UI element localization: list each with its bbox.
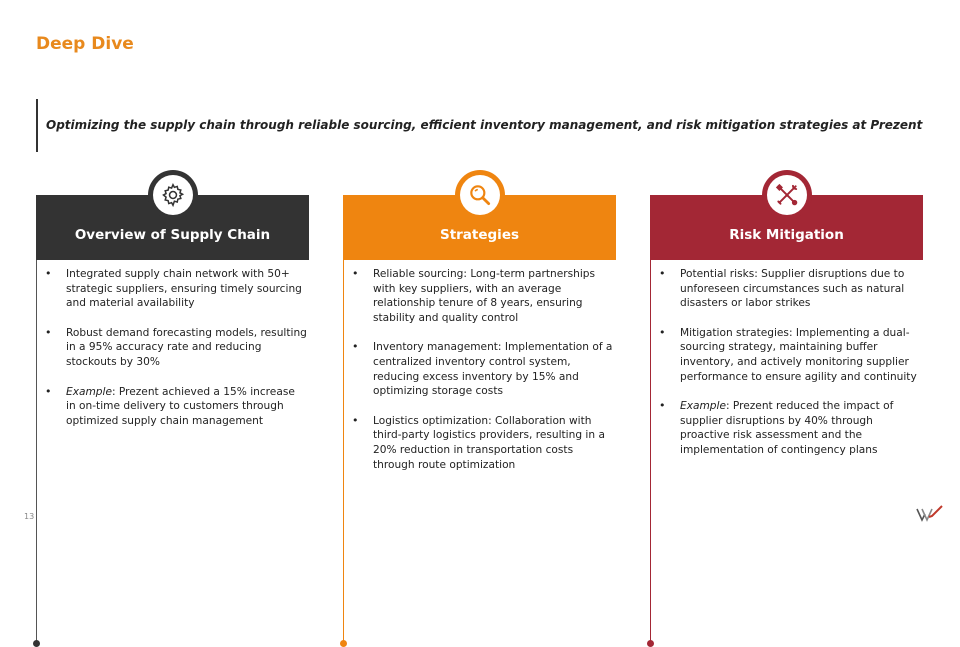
list-item: • Mitigation strategies: Implementing a dual-sourcing strategy, maintaining buffer inventory, and actively monitoring supplier performance to ensure agility and continuity bbox=[650, 326, 923, 384]
gear-icon bbox=[160, 182, 186, 208]
list-item: • Example: Prezent reduced the impact of supplier disruptions by 40% through proactive risk assessment and the implementation of contingency plans bbox=[650, 399, 923, 457]
column-timeline-dot bbox=[647, 640, 654, 647]
brand-logo-icon bbox=[916, 505, 944, 523]
list-item: • Example: Prezent achieved a 15% increase in on-time delivery to customers through optimized supply chain management bbox=[36, 385, 309, 429]
bullet-list bbox=[36, 267, 309, 443]
list-item: • Potential risks: Supplier disruptions due to unforeseen circumstances such as natural disasters or labor strikes bbox=[650, 267, 923, 311]
column-icon-badge bbox=[148, 170, 198, 220]
column-timeline-dot bbox=[340, 640, 347, 647]
column-icon-badge bbox=[455, 170, 505, 220]
list-item: • Integrated supply chain network with 50+ strategic suppliers, ensuring timely sourcing and material availability bbox=[36, 267, 309, 311]
page-number: 13 bbox=[24, 512, 35, 521]
slide-title: Deep Dive bbox=[36, 34, 134, 54]
magnifier-icon bbox=[467, 182, 493, 208]
tools-icon bbox=[774, 182, 800, 208]
slide-subtitle: Optimizing the supply chain through reliable sourcing, efficient inventory management, and risk mitigation strategies at Prezent bbox=[46, 118, 923, 132]
list-item: • Reliable sourcing: Long-term partnerships with key suppliers, with an average relationship tenure of 8 years, ensuring stability and quality control bbox=[343, 267, 616, 325]
bullet-list bbox=[343, 267, 616, 487]
column-timeline-dot bbox=[33, 640, 40, 647]
column-header: Strategies bbox=[343, 195, 616, 260]
subtitle-accent-bar bbox=[36, 99, 38, 152]
bullet-list bbox=[650, 267, 923, 473]
column-header: Overview of Supply Chain bbox=[36, 195, 309, 260]
column-header: Risk Mitigation bbox=[650, 195, 923, 260]
list-item: • Logistics optimization: Collaboration with third-party logistics providers, resulting in a 20% reduction in transportation costs through route optimization bbox=[343, 414, 616, 472]
list-item: • Inventory management: Implementation of a centralized inventory control system, reducing excess inventory by 15% and optimizing storage costs bbox=[343, 340, 616, 398]
list-item: • Robust demand forecasting models, resulting in a 95% accuracy rate and reducing stockouts by 30% bbox=[36, 326, 309, 370]
column-icon-badge bbox=[762, 170, 812, 220]
